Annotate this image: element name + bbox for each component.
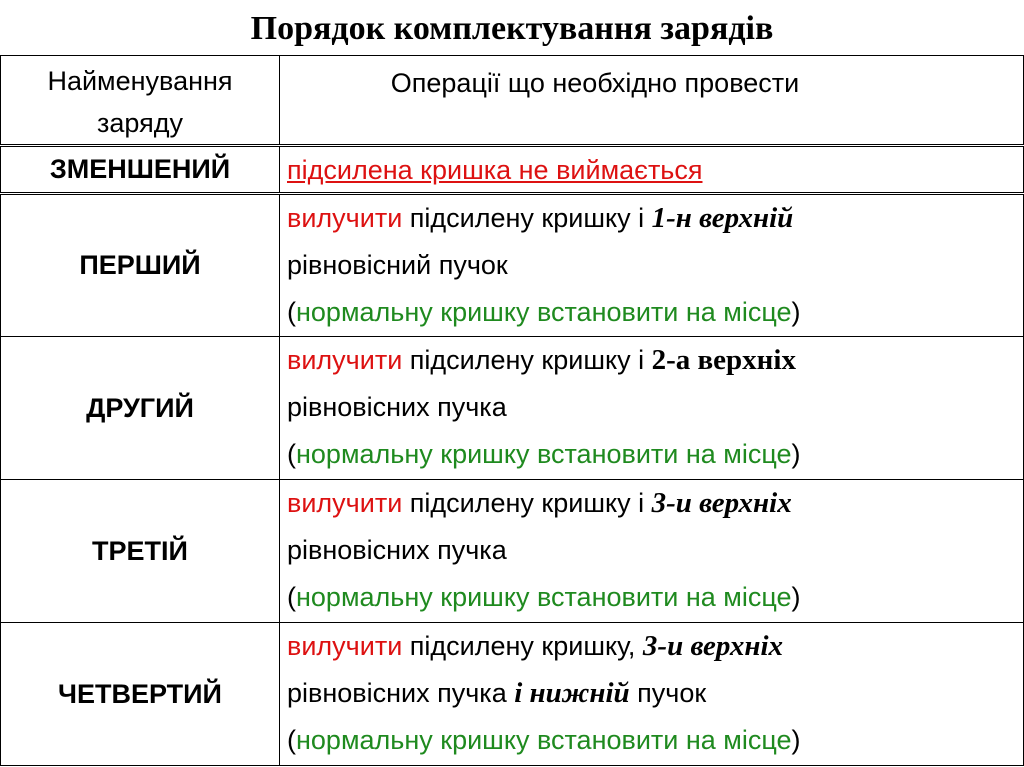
operation-line <box>287 574 1023 621</box>
operation-text: підсилену кришку і <box>402 488 652 518</box>
page-title: Порядок комплектування зарядів <box>250 10 774 47</box>
charge-name: ЧЕТВЕРТИЙ <box>58 678 222 709</box>
operation-line: рівновісний пучок <box>287 250 508 280</box>
operations-cell <box>280 623 1024 766</box>
charge-name: ДРУГИЙ <box>86 392 194 423</box>
operation-text: підсилену кришку і <box>402 345 652 375</box>
paren-close: ) <box>791 582 801 612</box>
charge-assembly-table <box>0 55 1024 766</box>
operation-line <box>287 431 1023 478</box>
header-charge-name <box>1 56 280 146</box>
paren-close: ) <box>791 297 801 327</box>
charge-name-cell <box>1 623 280 766</box>
operation-line <box>287 289 1023 336</box>
charge-name-cell <box>1 146 280 194</box>
remove-verb: вилучити <box>287 345 403 375</box>
header-charge-name-line2: заряду <box>97 108 183 138</box>
charge-name: ЗМЕНШЕНИЙ <box>49 154 231 184</box>
table-row <box>1 146 1024 194</box>
header-operations <box>280 56 1024 146</box>
paren-open: ( <box>287 297 296 327</box>
operation-line <box>287 670 1023 717</box>
operations-cell <box>280 480 1024 623</box>
table-row <box>1 480 1024 623</box>
operations-cell <box>280 337 1024 480</box>
charge-name: ТРЕТІЙ <box>92 535 188 566</box>
paren-close: ) <box>791 725 801 755</box>
cap-note: нормальну кришку встановити на місце <box>296 297 792 327</box>
operation-line: рівновісних пучка <box>287 392 507 422</box>
paren-open: ( <box>287 725 296 755</box>
operation-text: підсилену кришку і <box>402 203 652 233</box>
charge-name: ПЕРШИЙ <box>79 250 201 280</box>
charge-name-cell <box>1 480 280 623</box>
table-row <box>1 194 1024 337</box>
operation-text: рівновісних пучка <box>287 678 515 708</box>
bundle-count: 3-и верхніх <box>642 630 784 662</box>
remove-verb: вилучити <box>287 488 403 518</box>
operation-line <box>287 337 1023 384</box>
paren-open: ( <box>287 582 296 612</box>
bundle-count: 2-а верхніх <box>651 344 796 376</box>
bundle-count: 1-н верхній <box>651 202 794 234</box>
cap-note: нормальну кришку встановити на місце <box>296 439 792 469</box>
operation-line: рівновісних пучка <box>287 535 507 565</box>
header-operations-label: Операції що необхідно провести <box>390 68 800 98</box>
charge-name-cell <box>1 194 280 337</box>
operations-cell <box>280 146 1024 194</box>
operation-note: підсилена кришка не виймається <box>287 154 703 185</box>
cap-note: нормальну кришку встановити на місце <box>296 725 792 755</box>
operation-line <box>287 480 1023 527</box>
bundle-count: 3-и верхніх <box>651 487 792 519</box>
operations-cell <box>280 194 1024 337</box>
header-charge-name-line1: Найменування <box>47 66 233 96</box>
bottom-bundle: і нижній <box>514 677 630 709</box>
charge-name-cell <box>1 337 280 480</box>
operation-line <box>287 717 1023 764</box>
table-row <box>1 337 1024 480</box>
table-header-row <box>1 56 1024 146</box>
table-row <box>1 623 1024 766</box>
remove-verb: вилучити <box>287 631 403 661</box>
paren-open: ( <box>287 439 296 469</box>
operation-line <box>287 623 1023 670</box>
operation-line <box>287 195 1023 242</box>
operation-text: підсилену кришку, <box>402 631 643 661</box>
operation-text: пучок <box>629 678 707 708</box>
cap-note: нормальну кришку встановити на місце <box>296 582 792 612</box>
paren-close: ) <box>791 439 801 469</box>
remove-verb: вилучити <box>287 203 403 233</box>
